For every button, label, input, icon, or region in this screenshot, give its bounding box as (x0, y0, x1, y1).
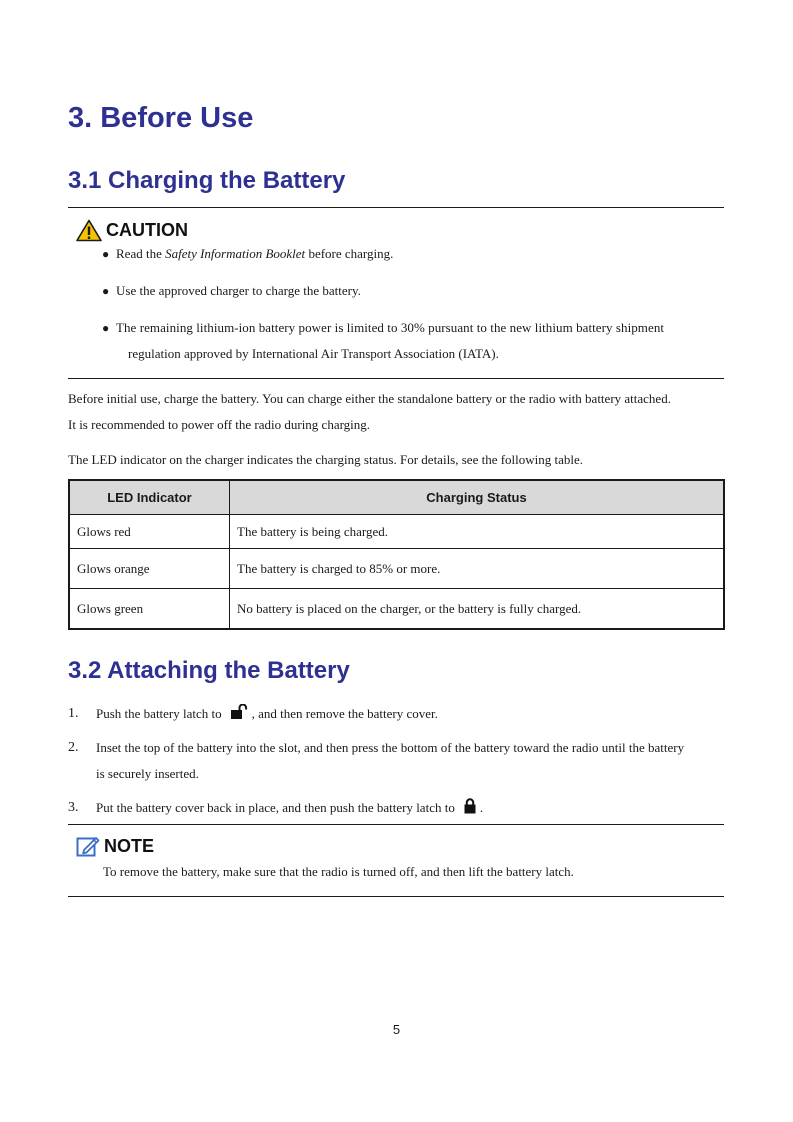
table-cell: The battery is being charged. (230, 515, 725, 549)
note-pencil-icon (76, 835, 100, 857)
divider (68, 207, 724, 208)
step-item: 1. Push the battery latch to , and then remove the battery cover. (68, 701, 728, 727)
divider (68, 378, 724, 379)
table-cell: Glows red (69, 515, 230, 549)
step-number: 3. (68, 800, 79, 815)
table-cell: Glows orange (69, 549, 230, 589)
table-cell: Glows green (69, 589, 230, 630)
intro-paragraph: Before initial use, charge the battery. You can charge either the standalone battery or the radio with battery attached. It is recommended to power off the radio during charging. (68, 391, 671, 432)
table-header-row (69, 480, 724, 515)
chapter-title: 3. Before Use (68, 102, 254, 134)
divider (68, 824, 724, 825)
caution-item: ● The remaining lithium-ion battery power is limited to 30% pursuant to the new lithium battery shipment regulation approved by International Air Transport Association (IATA). (102, 315, 724, 367)
note-label: NOTE (104, 835, 155, 856)
table-row (69, 515, 724, 549)
step-item: 3. Put the battery cover back in place, and then push the battery latch to . (68, 795, 728, 821)
table-row (69, 549, 724, 589)
lock-icon (463, 798, 477, 814)
step-number: 1. (68, 706, 79, 721)
bullet-icon: ● (102, 284, 110, 298)
caution-item: ● Read the Safety Information Booklet before charging. (102, 241, 722, 267)
page-number: 5 (392, 1022, 401, 1037)
warning-triangle-icon (76, 219, 102, 242)
caution-header (76, 219, 188, 242)
table-cell: No battery is placed on the charger, or the battery is fully charged. (230, 589, 725, 630)
caution-item: ● Use the approved charger to charge the battery. (102, 278, 722, 304)
note-text: To remove the battery, make sure that the radio is turned off, and then lift the battery latch. (103, 864, 574, 879)
divider (68, 896, 724, 897)
caution-label: CAUTION (106, 220, 188, 240)
section-title-charging: 3.1 Charging the Battery (68, 167, 346, 194)
step-number: 2. (68, 740, 79, 755)
column-header: Charging Status (230, 480, 725, 515)
unlock-icon (230, 704, 249, 720)
bullet-icon: ● (102, 247, 110, 261)
bullet-icon: ● (102, 321, 110, 335)
note-header (76, 835, 154, 857)
charging-status-table (68, 479, 725, 630)
column-header: LED Indicator (69, 480, 230, 515)
table-cell: The battery is charged to 85% or more. (230, 549, 725, 589)
table-row (69, 589, 724, 630)
step-item: 2. Inset the top of the battery into the slot, and then press the bottom of the battery toward the radio until the battery is securely inserted. (68, 735, 728, 787)
table-intro: The LED indicator on the charger indicates the charging status. For details, see the following table. (68, 452, 584, 467)
booklet-title: Safety Information Booklet (165, 246, 306, 261)
section-title-attaching: 3.2 Attaching the Battery (68, 657, 350, 684)
